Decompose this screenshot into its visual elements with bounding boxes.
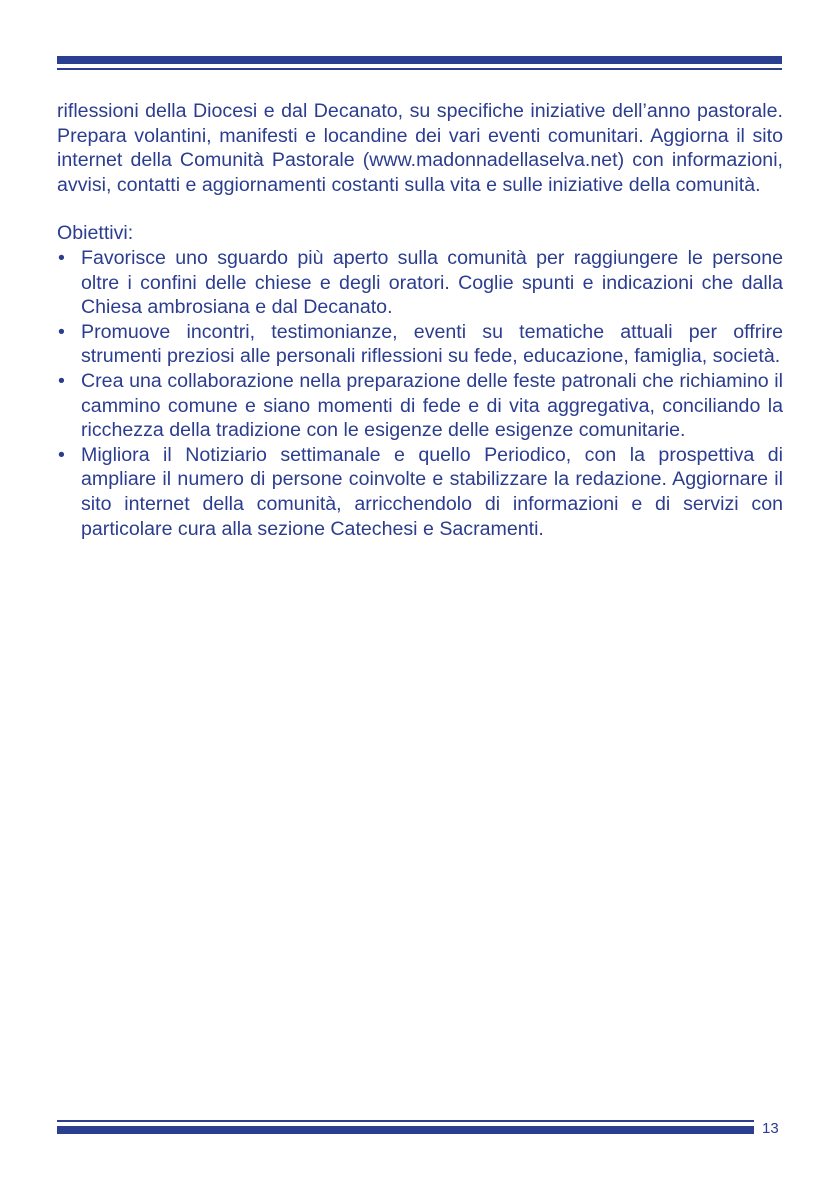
- bullet-icon: •: [58, 246, 65, 269]
- bullet-icon: •: [58, 369, 65, 392]
- page-content: [57, 99, 783, 541]
- list-item: [57, 246, 783, 320]
- footer-rule-thick: [57, 1126, 754, 1134]
- intro-paragraph: riflessioni della Diocesi e dal Decanato, su specifiche iniziative dell’anno pastorale. Prepara volantini, manifesti e locandine dei vari eventi comunitari. Aggiorna il sito internet della Comunità Pastorale (www.madonnadellaselva.net) con informazioni, avvisi, contatti e aggiornamenti costanti sulla vita e sulle iniziative della comunità.: [57, 100, 783, 196]
- header-rule-thin: [57, 68, 782, 70]
- list-item: [57, 369, 783, 443]
- objective-text: Promuove incontri, testimonianze, eventi su tematiche attuali per offrire strumenti preziosi alle personali riflessioni su fede, educazione, famiglia, società.: [81, 320, 783, 368]
- bullet-icon: •: [58, 320, 65, 343]
- list-item: [57, 320, 783, 369]
- header-rule-thick: [57, 56, 782, 64]
- objectives-list: [57, 246, 783, 541]
- objectives-heading: Obiettivi:: [57, 222, 134, 245]
- bullet-icon: •: [58, 443, 65, 466]
- footer-rule-thin: [57, 1120, 754, 1122]
- objective-text: Favorisce uno sguardo più aperto sulla comunità per raggiungere le persone oltre i confini delle chiese e degli oratori. Coglie spunti e indicazioni che dalla Chiesa ambrosiana e dal Decanato.: [81, 246, 783, 319]
- objective-text: Crea una collaborazione nella preparazione delle feste patronali che richiamino il cammino comune e siano momenti di fede e di vita aggregativa, conciliando la ricchezza della tradizione con le esigenze delle esigenze comunitarie.: [81, 369, 783, 442]
- objective-text: Migliora il Notiziario settimanale e quello Periodico, con la prospettiva di ampliare il numero di persone coinvolte e stabilizzare la redazione. Aggiornare il sito internet della comunità, arricchendolo di informazioni e di servizi con particolare cura alla sezione Catechesi e Sacramenti.: [81, 443, 783, 540]
- page-number: 13: [762, 1120, 779, 1137]
- list-item: [57, 443, 783, 541]
